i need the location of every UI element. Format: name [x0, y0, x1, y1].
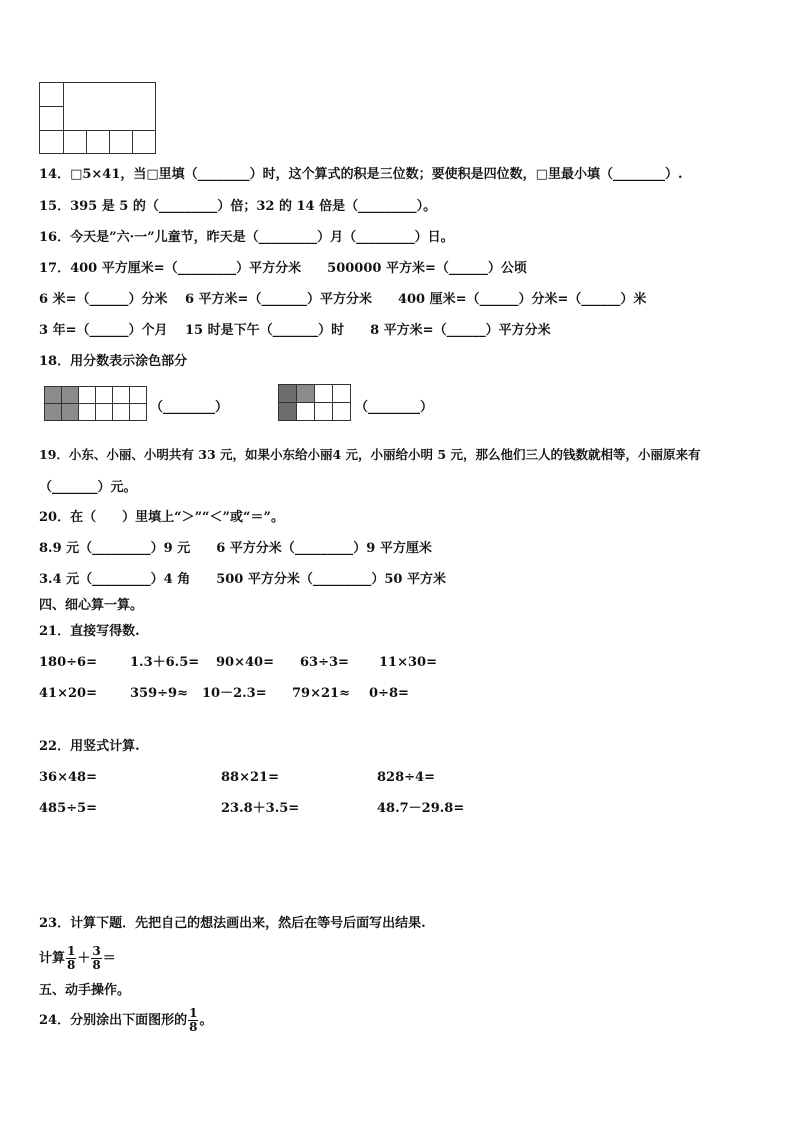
question-18-title: 18．用分数表示涂色部分	[39, 354, 188, 369]
section-4-heading: 四、细心算一算。	[39, 598, 144, 613]
fraction-denominator: 8	[67, 958, 76, 972]
shaded-cell	[278, 402, 297, 421]
top-grid-cell	[109, 130, 133, 154]
question-20-line-2: 3.4 元（_________）4 角 500 平方分米（_________）50 平方米	[39, 572, 446, 587]
question-19-line-2: （_______）元。	[39, 480, 137, 495]
plus-sign: ＋	[77, 951, 91, 966]
grid-cell	[112, 386, 130, 404]
section-5-heading: 五、动手操作。	[39, 983, 131, 998]
question-16: 16．今天是”六·一”儿童节，昨天是（_________）月（_________）日。	[39, 230, 454, 245]
calc-item: 90×40=	[216, 655, 274, 670]
question-24-prefix: 24．分别涂出下面图形的	[39, 1013, 188, 1028]
equals-sign: ＝	[102, 951, 116, 966]
vertical-calc-item: 828÷4=	[377, 770, 435, 785]
shaded-cell	[44, 386, 62, 404]
question-20-line-1: 8.9 元（_________）9 元 6 平方分米（_________）9 平方厘米	[39, 541, 432, 556]
question-17-line-2: 6 米=（______）分米 6 平方米=（_______）平方分米 400 厘米=（______）分米=（______）米	[39, 292, 647, 307]
question-24-suffix: 。	[199, 1013, 213, 1028]
grid-cell	[95, 403, 113, 421]
calc-item: 41×20=	[39, 686, 97, 701]
vertical-calc-item: 485÷5=	[39, 801, 97, 816]
question-17-line-3: 3 年=（______）个月 15 时是下午（_______）时 8 平方米=（______）平方分米	[39, 323, 551, 338]
fraction-denominator: 8	[92, 958, 101, 972]
fraction-three-eighths	[91, 945, 101, 972]
vertical-calc-item: 23.8＋3.5=	[221, 801, 300, 816]
grid-cell	[314, 402, 333, 421]
grid-cell	[332, 384, 351, 403]
question-23-expression	[39, 942, 116, 976]
vertical-calc-item: 48.7－29.8=	[377, 801, 465, 816]
calc-item: 359÷9≈	[130, 686, 188, 701]
fraction-one-eighth	[66, 945, 76, 972]
shaded-cell	[61, 403, 79, 421]
grid-cell	[95, 386, 113, 404]
grid-cell	[129, 403, 147, 421]
grid-cell	[78, 386, 96, 404]
shaded-cell	[61, 386, 79, 404]
calc-item: 180÷6=	[39, 655, 97, 670]
question-22-title: 22．用竖式计算.	[39, 739, 140, 754]
calc-item: 10－2.3=	[202, 686, 267, 701]
top-grid-cell	[39, 82, 64, 107]
top-grid-cell	[39, 130, 64, 154]
question-21-title: 21．直接写得数.	[39, 624, 140, 639]
fraction-numerator: 1	[67, 944, 76, 958]
question-24	[39, 1004, 212, 1038]
answer-blank-18-1: （________）	[150, 400, 229, 415]
grid-cell	[314, 384, 333, 403]
calc-item: 0÷8=	[369, 686, 409, 701]
question-15: 15．395 是 5 的（_________）倍；32 的 14 倍是（_________）。	[39, 199, 437, 214]
fraction-denominator: 8	[189, 1020, 198, 1034]
fraction-numerator: 1	[189, 1006, 198, 1020]
question-14: 14．□5×41，当□里填（________）时，这个算式的积是三位数；要使积是四位数，□里最小填（________）.	[39, 167, 683, 182]
calc-item: 63÷3=	[300, 655, 349, 670]
grid-cell	[78, 403, 96, 421]
fraction-numerator: 3	[92, 944, 101, 958]
grid-cell	[296, 402, 315, 421]
top-grid-cell	[132, 130, 156, 154]
vertical-calc-item: 88×21=	[221, 770, 279, 785]
top-grid-cell	[86, 130, 110, 154]
calc-item: 11×30=	[379, 655, 437, 670]
vertical-calc-item: 36×48=	[39, 770, 97, 785]
grid-cell	[129, 386, 147, 404]
shaded-cell	[278, 384, 297, 403]
question-19-line-1: 19．小东、小丽、小明共有 33 元，如果小东给小丽4 元，小丽给小明 5 元，那么他们三人的钱数就相等，小丽原来有	[39, 447, 701, 462]
grid-cell	[296, 384, 315, 403]
shaded-cell	[44, 403, 62, 421]
calc-item: 1.3＋6.5=	[130, 655, 200, 670]
top-grid-cell	[63, 130, 87, 154]
grid-cell	[332, 402, 351, 421]
fraction-one-eighth	[188, 1007, 198, 1034]
top-grid-cell	[39, 106, 64, 131]
question-23-title: 23．计算下题．先把自己的想法画出来，然后在等号后面写出结果.	[39, 916, 426, 931]
calc-item: 79×21≈	[292, 686, 350, 701]
question-17-line-1: 17．400 平方厘米=（_________）平方分米 500000 平方米=（______）公顷	[39, 261, 527, 276]
grid-cell	[112, 403, 130, 421]
question-20-title: 20．在（ ）里填上“＞”“＜”或“＝”。	[39, 510, 284, 525]
answer-blank-18-2: （________）	[355, 400, 434, 415]
expression-prefix: 计算	[39, 951, 66, 966]
